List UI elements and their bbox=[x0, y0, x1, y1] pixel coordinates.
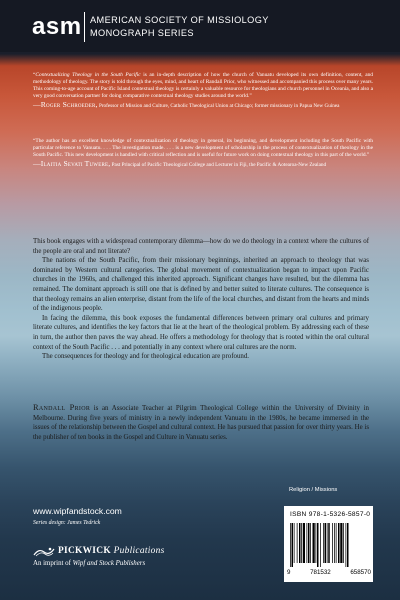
publisher-website: www.wipfandstock.com bbox=[33, 506, 122, 516]
isbn-label: ISBN 978-1-5326-5857-0 bbox=[290, 511, 371, 518]
description-paragraph: This book engages with a widespread contemporary dilemma—how do we do theology in a context where the cultures of the people are oral and not literate? bbox=[33, 238, 369, 255]
barcode-digit-group: 9 bbox=[287, 569, 291, 576]
endorser-role: Past Principal of Pacific Theological College and Lecturer in Fiji, the Pacific & Aotearoa-New Zealand bbox=[110, 162, 327, 169]
series-name-line-1: AMERICAN SOCIETY OF MISSIOLOGY bbox=[90, 15, 269, 25]
endorsement-quote: “The author has an excellent knowledge of contextualization of theology in general, its beginning, and development including the South Pacific with particular reference to Vanuatu. . . . The investigation made. . . . is a new development of scholarship in the process of contextualization of theology in the South Pacific. This new development is handled with critical reflection and is useful for future work on doing contextual theology in this part of the world.” bbox=[33, 138, 373, 159]
endorser-role: Professor of Mission and Culture, Catholic Theological Union at Chicago; former missionary in Papua New Guinea bbox=[97, 103, 340, 110]
author-bio bbox=[33, 403, 369, 442]
isbn-barcode-panel bbox=[284, 506, 373, 582]
pickwick-logo-icon bbox=[33, 546, 55, 557]
barcode-digits bbox=[287, 569, 371, 576]
endorsement-attribution bbox=[33, 101, 373, 110]
publisher-row bbox=[33, 544, 165, 558]
series-design-credit: Series design: James Tedrick bbox=[33, 520, 101, 526]
subject-category: Religion / Missions bbox=[289, 487, 338, 493]
endorsement-2 bbox=[33, 138, 373, 169]
barcode-digit-group: 781532 bbox=[310, 569, 331, 576]
description-paragraph: The nations of the South Pacific, from their missionary beginnings, inherited an approach to theology that was dominated by Western cultural categories. The global movement of contextualization began to impact upon Pacific churches in the 1960s, and challenged this inherited approach. Significant changes have resulted, but the dilemma has remained. The dominant approach is still one that is defined by and better suited to literate cultures. The consequence is that theology remains an alien enterprise, distant from the life of the local churches, and distant from the hearts and minds of the indigenous people. bbox=[33, 257, 370, 313]
description-paragraph: In facing the dilemma, this book exposes the fundamental differences between primary oral cultures and primary literate cultures, and identifies the key factors that lie at the heart of the theological problem. By addressing each of these in turn, the author then paves the way ahead. He offers a methodology for theology that is rooted within the oral cultural context of the South Pacific . . . and potentially in any context where oral cultures are the norm. bbox=[33, 314, 369, 351]
series-name-line-2: MONOGRAPH SERIES bbox=[90, 28, 194, 38]
endorsement-1 bbox=[33, 72, 373, 110]
description-paragraph: The consequences for theology and for theological education are profound. bbox=[42, 353, 250, 361]
endorser-name: —Roger Schroeder, bbox=[33, 100, 98, 110]
barcode-icon bbox=[289, 523, 369, 567]
book-description bbox=[33, 237, 369, 362]
barcode-digit-group: 658570 bbox=[350, 569, 371, 576]
author-bio-text: is an Associate Teacher at Pilgrim Theological College within the University of Divinity in Melbourne. During five years of ministry in a newly independent Vanuatu in the 1980s, he became immersed in the issues of the relationship between the Gospel and cultural context. He has pursued that passion for over thirty years. He is the publisher of ten books in the Gospel and Culture in Vanuatu series. bbox=[33, 405, 369, 441]
author-name: Randall Prior bbox=[33, 403, 91, 412]
endorsement-quote: “Contextualizing Theology in the South Pacific is an in-depth description of how the church of Vanuatu developed its own definition, content, and methodology of theology. The story is told through the eyes, mind, and heart of Randall Prior, who witnessed and accompanied this process over many years. This coming-to-age account of Pacific Island contextual theology is certainly a valuable resource for theologians and church personnel in Oceania, and also a very good conversation partner for doing comparative contextual theology studies around the world.” bbox=[33, 72, 373, 100]
publisher-name: PICKWICK Publications bbox=[58, 546, 165, 556]
endorser-name: —Ilaitia Sevati Tuwere, bbox=[33, 159, 111, 169]
imprint-line: An imprint of Wipf and Stock Publishers bbox=[33, 560, 146, 567]
asm-logo: asm bbox=[32, 13, 82, 40]
endorsement-attribution bbox=[33, 160, 373, 169]
series-header bbox=[0, 0, 400, 52]
series-divider bbox=[84, 12, 85, 42]
